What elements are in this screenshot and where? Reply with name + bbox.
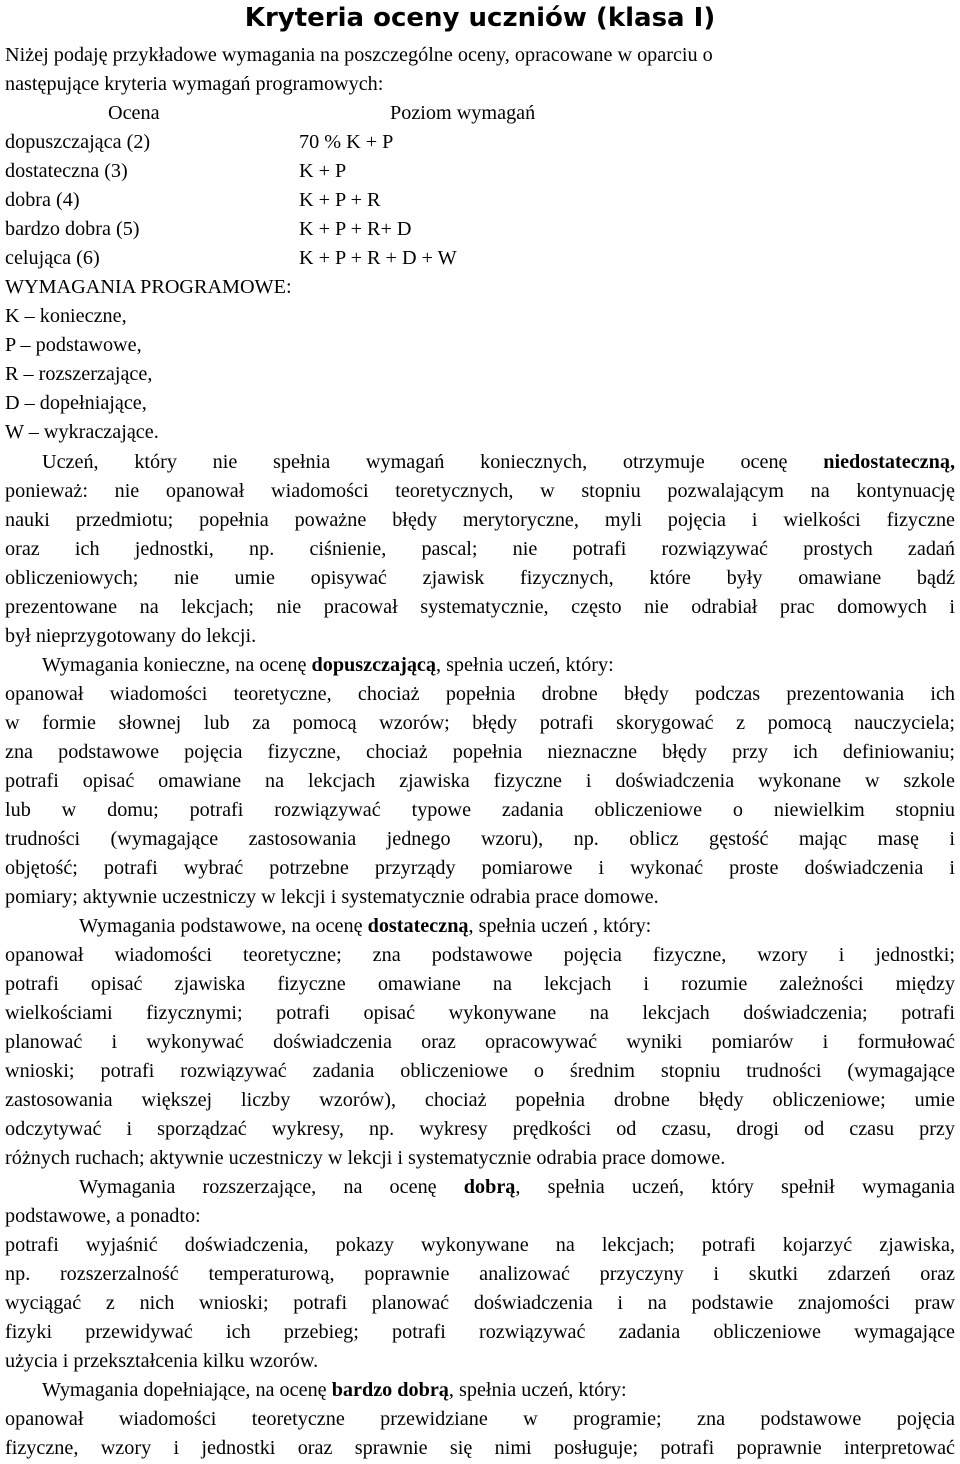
paragraph-line: opanował wiadomości teoretyczne przewidziane w programie; zna podstawowe pojęcia (5, 1408, 955, 1430)
grade-name: dostateczną (367, 915, 469, 937)
paragraph-line: trudności (wymagające zastosowania jednego wzoru), np. oblicz gęstość mając masę i (5, 828, 955, 850)
paragraph-line: w formie słownej lub za pomocą wzorów; błędy potrafi skorygować z pomocą nauczyciela; (5, 712, 955, 734)
section-heading-cont: podstawowe, a ponadto: (5, 1205, 201, 1227)
table-cell-grade: dostateczna (3) (5, 160, 128, 182)
paragraph-line: potrafi opisać zjawiska fizyczne omawiane na lekcjach i rozumie zależności między (5, 973, 955, 995)
table-cell-grade: celująca (6) (5, 247, 100, 269)
section-heading: Wymagania podstawowe, na ocenę dostateczną, spełnia uczeń , który: (79, 915, 652, 937)
paragraph-line: opanował wiadomości teoretyczne, chociaż popełnia drobne błędy podczas prezentowania ich (5, 683, 955, 705)
paragraph-line: różnych ruchach; aktywnie uczestniczy w lekcji i systematycznie odrabia prace domowe. (5, 1147, 726, 1169)
paragraph-line: zastosowania większej liczby wzorów), chociaż popełnia drobne błędy obliczeniowe; umie (5, 1089, 955, 1111)
section-heading: Wymagania dopełniające, na ocenę bardzo dobrą, spełnia uczeń, który: (42, 1379, 627, 1401)
paragraph-line: objętość; potrafi wybrać potrzebne przyrządy pomiarowe i wykonać proste doświadczenia i (5, 857, 955, 879)
paragraph-line: oraz ich jednostki, np. ciśnienie, pascal; nie potrafi rozwiązywać prostych zadań (5, 538, 955, 560)
requirements-heading: WYMAGANIA PROGRAMOWE: (5, 276, 292, 298)
table-cell-grade: bardzo dobra (5) (5, 218, 140, 240)
paragraph-line: wielkościami fizycznymi; potrafi opisać wykonywane na lekcjach doświadczenia; potrafi (5, 1002, 955, 1024)
intro-line: następujące kryteria wymagań programowych: (5, 73, 384, 95)
table-cell-level: K + P + R+ D (299, 218, 412, 240)
paragraph-line: ponieważ: nie opanował wiadomości teoretycznych, w stopniu pozwalającym na kontynuację (5, 480, 955, 502)
table-cell-grade: dobra (4) (5, 189, 80, 211)
paragraph-line: opanował wiadomości teoretyczne; zna podstawowe pojęcia fizyczne, wzory i jednostki; (5, 944, 955, 966)
section-heading: Wymagania rozszerzające, na ocenę dobrą, spełnia uczeń, który spełnił wymagania (79, 1176, 955, 1198)
grade-name: niedostateczną, (823, 451, 955, 473)
paragraph-line: nauki przedmiotu; popełnia poważne błędy merytoryczne, myli pojęcia i wielkości fizyczne (5, 509, 955, 531)
paragraph-line: zna podstawowe pojęcia fizyczne, chociaż popełnia nieznaczne błędy przy ich definiowaniu; (5, 741, 955, 763)
paragraph-line: obliczeniowych; nie umie opisywać zjawisk fizycznych, które były omawiane bądź (5, 567, 955, 589)
paragraph-line: był nieprzygotowany do lekcji. (5, 625, 257, 647)
section-heading: Wymagania konieczne, na ocenę dopuszczającą, spełnia uczeń, który: (42, 654, 614, 676)
paragraph-line: użycia i przekształcenia kilku wzorów. (5, 1350, 319, 1372)
table-header-level: Poziom wymagań (390, 102, 536, 124)
table-row (5, 215, 955, 244)
table-cell-level: 70 % K + P (299, 131, 394, 153)
paragraph-line: potrafi wyjaśnić doświadczenia, pokazy wykonywane na lekcjach; potrafi kojarzyć zjawiska, (5, 1234, 955, 1256)
table-cell-level: K + P + R (299, 189, 381, 211)
table-cell-grade: dopuszczająca (2) (5, 131, 151, 153)
table-row (5, 157, 955, 186)
paragraph-line: wyciągać z nich wnioski; potrafi planować doświadczenia i na podstawie znajomości praw (5, 1292, 955, 1314)
requirement-item: P – podstawowe, (5, 334, 142, 356)
paragraph-line: odczytywać i sporządzać wykresy, np. wykresy prędkości od czasu, drogi od czasu przy (5, 1118, 955, 1140)
paragraph-line: fizyki przewidywać ich przebieg; potrafi rozwiązywać zadania obliczeniowe wymagające (5, 1321, 955, 1343)
table-cell-level: K + P (299, 160, 347, 182)
paragraph-line: prezentowane na lekcjach; nie pracował systematycznie, często nie odrabiał prac domowych i (5, 596, 955, 618)
table-row (5, 186, 955, 215)
paragraph-line: wnioski; potrafi rozwiązywać zadania obliczeniowe o średnim stopniu trudności (wymagające (5, 1060, 955, 1082)
requirement-item: K – konieczne, (5, 305, 127, 327)
paragraph-line: fizyczne, wzory i jednostki oraz sprawnie się nimi posługuje; potrafi poprawnie interpretować (5, 1437, 955, 1459)
requirement-item: R – rozszerzające, (5, 363, 153, 385)
table-row (5, 244, 955, 273)
requirement-item: D – dopełniające, (5, 392, 147, 414)
intro-line: Niżej podaję przykładowe wymagania na poszczególne oceny, opracowane w oparciu o (5, 44, 713, 66)
grade-name: dobrą (463, 1176, 516, 1198)
table-header-grade: Ocena (108, 102, 160, 124)
table-cell-level: K + P + R + D + W (299, 247, 457, 269)
paragraph-line: lub w domu; potrafi rozwiązywać typowe zadania obliczeniowe o niewielkim stopniu (5, 799, 955, 821)
table-header-row (5, 99, 955, 128)
paragraph-line: potrafi opisać omawiane na lekcjach zjawiska fizyczne i doświadczenia wykonane w szkole (5, 770, 955, 792)
paragraph-line: planować i wykonywać doświadczenia oraz opracowywać wyniki pomiarów i formułować (5, 1031, 955, 1053)
grade-name: dopuszczającą (311, 654, 436, 676)
paragraph-line: pomiary; aktywnie uczestniczy w lekcji i systematycznie odrabia prace domowe. (5, 886, 659, 908)
requirement-item: W – wykraczające. (5, 421, 159, 443)
table-row (5, 128, 955, 157)
page-title: Kryteria oceny uczniów (klasa I) (244, 3, 716, 33)
grade-name: bardzo dobrą (331, 1379, 449, 1401)
paragraph-line: Uczeń, który nie spełnia wymagań koniecznych, otrzymuje ocenę niedostateczną, (42, 451, 955, 473)
paragraph-line: np. rozszerzalność temperaturową, poprawnie analizować przyczyny i skutki zdarzeń oraz (5, 1263, 955, 1285)
